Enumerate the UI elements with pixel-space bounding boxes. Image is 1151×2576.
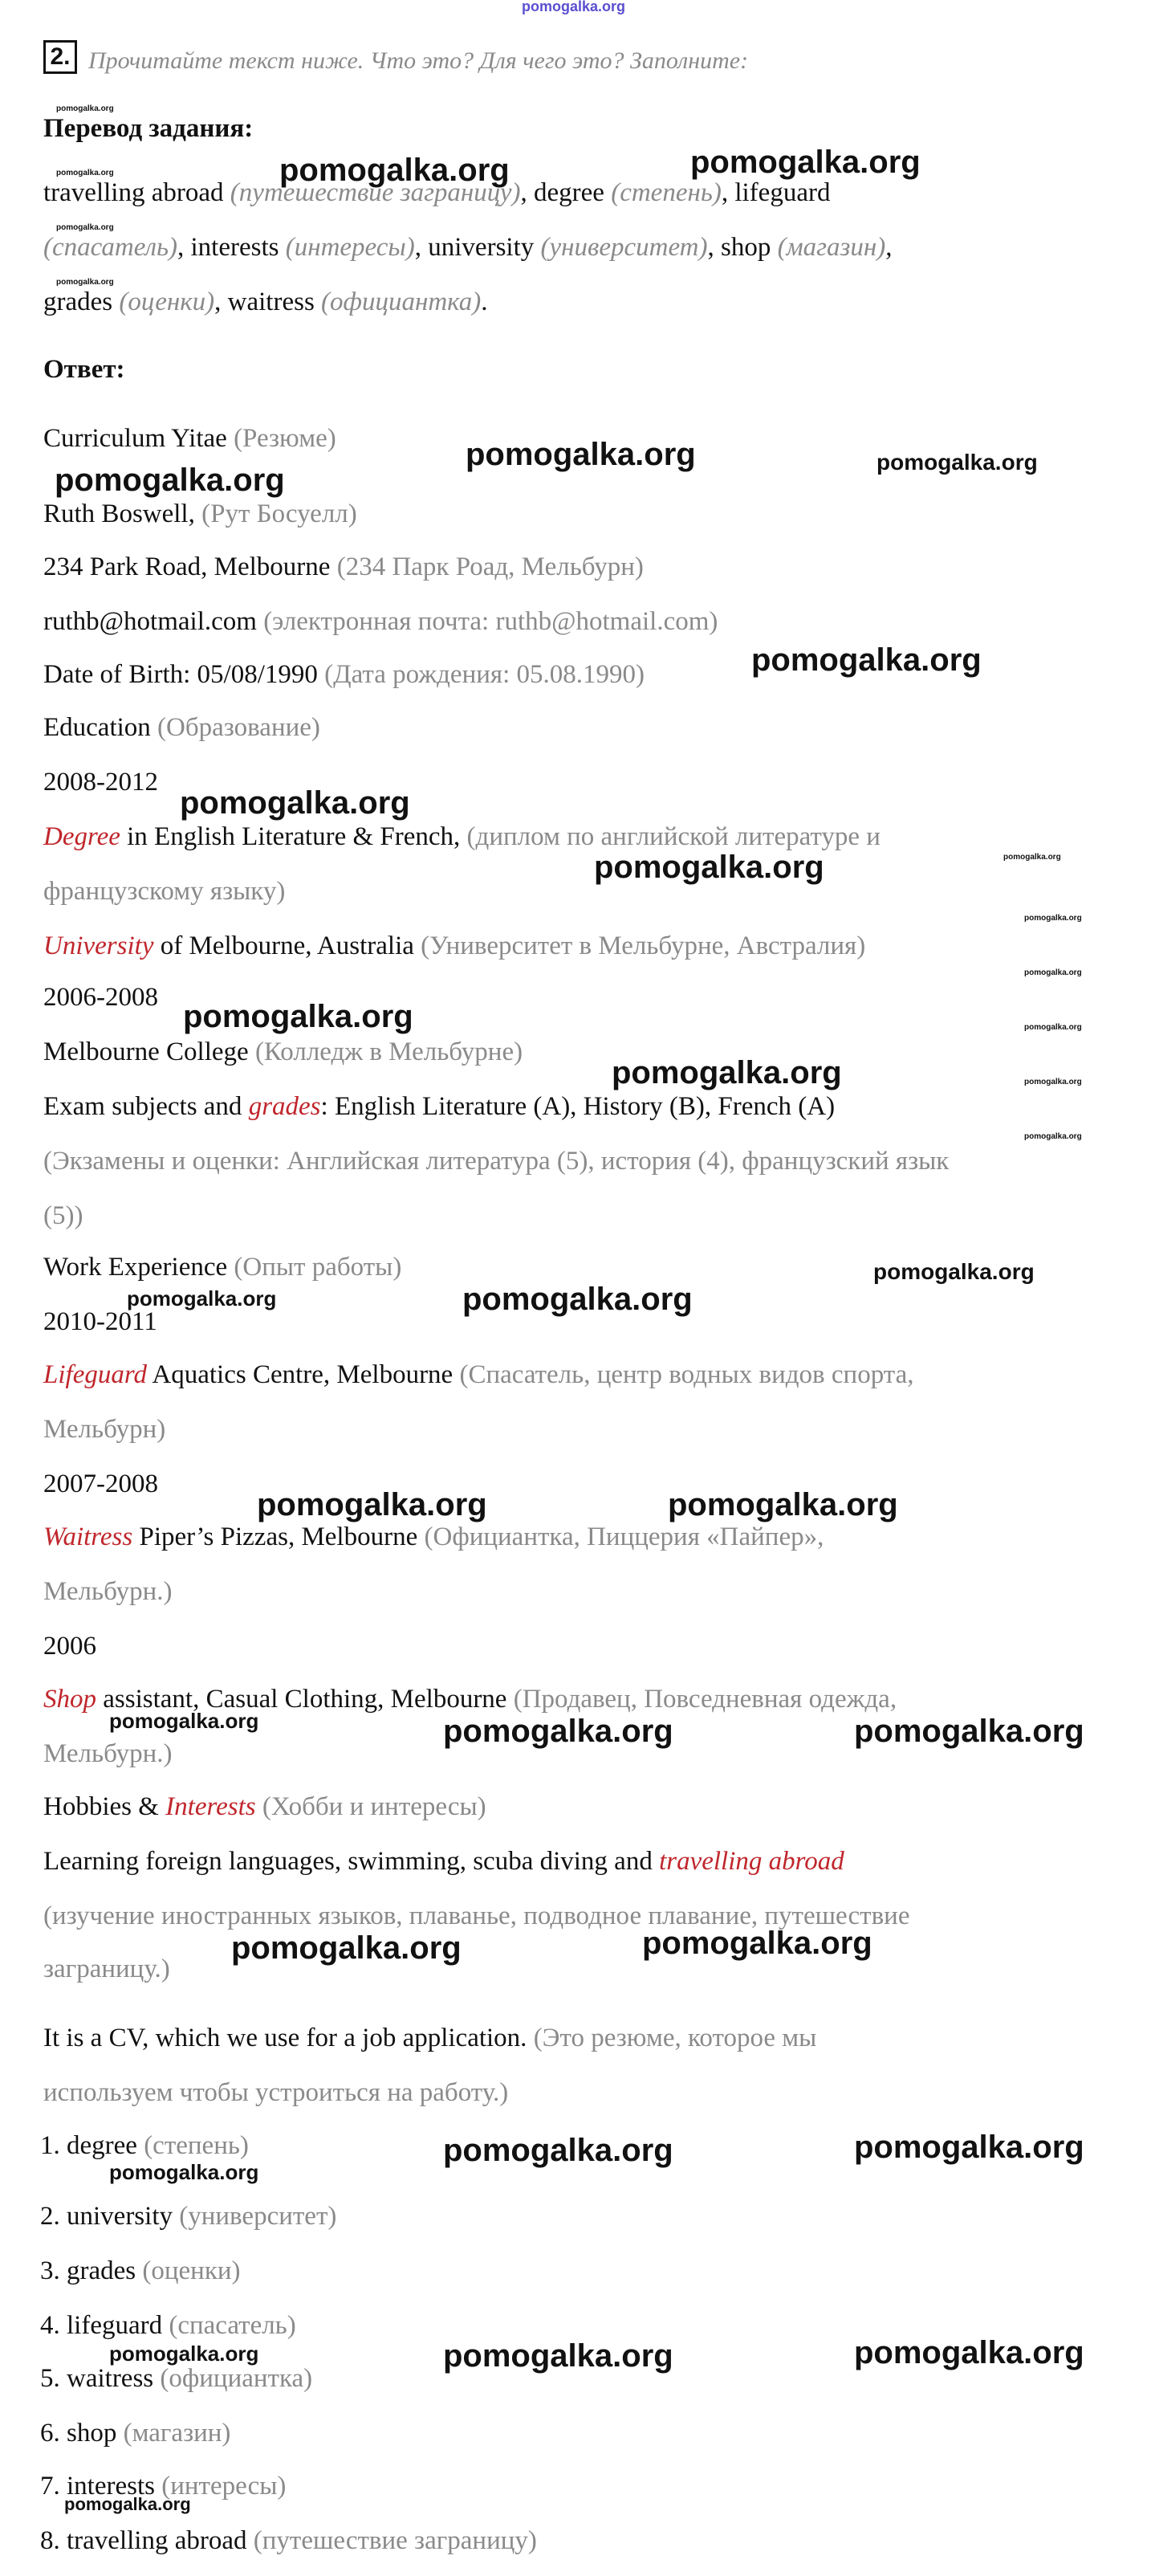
- cv-college: Melbourne College (Колледж в Мельбурне): [43, 1037, 523, 1066]
- watermark: pomogalka.org: [668, 1487, 898, 1522]
- watermark: pomogalka.org: [109, 2342, 259, 2366]
- watermark: pomogalka.org: [1003, 853, 1061, 862]
- cv-shop-tr-2: Мельбурн.): [43, 1739, 173, 1768]
- answer-item: 8. travelling abroad (путешествие заграницу): [40, 2526, 537, 2555]
- conclusion: It is a CV, which we use for a job application. (Это резюме, которое мы: [43, 2024, 817, 2052]
- cv-waitress: Waitress Piper’s Pizzas, Melbourne (Официантка, Пиццерия «Пайпер»,: [43, 1522, 824, 1551]
- task-instruction: Прочитайте текст ниже. Что это? Для чего это? Заполните:: [88, 47, 749, 74]
- watermark: pomogalka.org: [594, 850, 824, 885]
- translation-heading: Перевод задания:: [43, 114, 254, 143]
- cv-years-3: 2010-2011: [43, 1307, 157, 1336]
- site-header-watermark: pomogalka.org: [522, 0, 626, 14]
- watermark: pomogalka.org: [443, 1714, 673, 1749]
- answer-item: 1. degree (степень): [40, 2131, 249, 2160]
- watermark: pomogalka.org: [64, 2494, 191, 2514]
- cv-learning-tr-2: заграницу.): [43, 1954, 170, 1983]
- cv-education: Education (Образование): [43, 713, 320, 742]
- cv-waitress-tr-2: Мельбурн.): [43, 1577, 173, 1606]
- watermark: pomogalka.org: [55, 463, 285, 498]
- cv-years-5: 2006: [43, 1632, 96, 1661]
- answer-item: 4. lifeguard (спасатель): [40, 2311, 296, 2340]
- cv-work: Work Experience (Опыт работы): [43, 1253, 402, 1282]
- watermark: pomogalka.org: [1024, 1078, 1082, 1086]
- watermark: pomogalka.org: [1024, 914, 1082, 923]
- answer-item: 3. grades (оценки): [40, 2256, 241, 2285]
- cv-learning: Learning foreign languages, swimming, scuba diving and travelling abroad: [43, 1847, 844, 1876]
- watermark: pomogalka.org: [56, 104, 114, 113]
- watermark: pomogalka.org: [642, 1926, 872, 1961]
- cv-lifeguard: Lifeguard Aquatics Centre, Melbourne (Спасатель, центр водных видов спорта,: [43, 1360, 914, 1389]
- watermark: pomogalka.org: [56, 223, 114, 232]
- cv-exams-tr: (Экзамены и оценки: Английская литература (5), история (4), французский язык: [43, 1147, 950, 1176]
- watermark: pomogalka.org: [109, 2160, 259, 2184]
- answer-item: 5. waitress (официантка): [40, 2364, 313, 2393]
- cv-shop: Shop assistant, Casual Clothing, Melbourne (Продавец, Повседневная одежда,: [43, 1685, 897, 1714]
- cv-exams-tr-2: (5)): [43, 1201, 83, 1230]
- answer-item: 7. interests (интересы): [40, 2472, 287, 2501]
- watermark: pomogalka.org: [612, 1055, 842, 1090]
- watermark: pomogalka.org: [443, 2133, 673, 2168]
- cv-years-2: 2006-2008: [43, 983, 158, 1012]
- watermark: pomogalka.org: [443, 2338, 673, 2374]
- cv-years-4: 2007-2008: [43, 1469, 158, 1498]
- watermark: pomogalka.org: [1024, 1023, 1082, 1032]
- answer-item: 2. university (университет): [40, 2202, 337, 2231]
- watermark: pomogalka.org: [1024, 1132, 1082, 1141]
- cv-address: 234 Park Road, Melbourne (234 Парк Роад, Мельбурн): [43, 552, 644, 581]
- answer-heading: Ответ:: [43, 355, 125, 384]
- watermark: pomogalka.org: [854, 2335, 1084, 2370]
- watermark: pomogalka.org: [180, 785, 410, 821]
- watermark: pomogalka.org: [873, 1259, 1035, 1284]
- answer-item: 6. shop (магазин): [40, 2419, 231, 2448]
- cv-title: Curriculum Yitae (Резюме): [43, 424, 336, 453]
- cv-learning-tr: (изучение иностранных языков, плаванье, подводное плавание, путешествие: [43, 1901, 910, 1930]
- watermark: pomogalka.org: [462, 1282, 693, 1317]
- translation-line-2: (спасатель), interests (интересы), university (университет), shop (магазин),: [43, 233, 893, 262]
- cv-email: ruthb@hotmail.com (электронная почта: ruthb@hotmail.com): [43, 607, 718, 636]
- cv-years-1: 2008-2012: [43, 768, 158, 797]
- watermark: pomogalka.org: [690, 145, 921, 180]
- cv-dob: Date of Birth: 05/08/1990 (Дата рождения: 05.08.1990): [43, 660, 645, 689]
- watermark: pomogalka.org: [876, 450, 1038, 475]
- watermark: pomogalka.org: [854, 2130, 1084, 2165]
- cv-degree: Degree in English Literature & French, (диплом по английской литературе и: [43, 822, 881, 851]
- watermark: pomogalka.org: [109, 1709, 259, 1733]
- watermark: pomogalka.org: [257, 1487, 487, 1522]
- cv-name: Ruth Boswell, (Рут Босуелл): [43, 499, 357, 528]
- watermark: pomogalka.org: [751, 642, 982, 678]
- watermark: pomogalka.org: [231, 1930, 462, 1966]
- cv-lifeguard-tr-2: Мельбурн): [43, 1415, 166, 1444]
- watermark: pomogalka.org: [1024, 968, 1082, 977]
- cv-university: University of Melbourne, Australia (Университет в Мельбурне, Австралия): [43, 931, 866, 960]
- watermark: pomogalka.org: [56, 278, 114, 287]
- translation-line-3: grades (оценки), waitress (официантка).: [43, 287, 488, 316]
- watermark: pomogalka.org: [466, 437, 696, 472]
- watermark: pomogalka.org: [183, 999, 413, 1034]
- cv-degree-tr-2: французскому языку): [43, 877, 286, 906]
- cv-hobbies: Hobbies & Interests (Хобби и интересы): [43, 1792, 486, 1821]
- watermark: pomogalka.org: [127, 1286, 277, 1310]
- watermark: pomogalka.org: [56, 169, 114, 177]
- cv-exams: Exam subjects and grades: English Literature (A), History (B), French (A): [43, 1092, 836, 1121]
- translation-line-1: travelling abroad (путешествие заграницу), degree (степень), lifeguard: [43, 178, 831, 207]
- watermark: pomogalka.org: [854, 1714, 1084, 1749]
- conclusion-tr-2: используем чтобы устроиться на работу.): [43, 2078, 509, 2107]
- task-number-box: 2.: [43, 40, 77, 74]
- watermark: pomogalka.org: [279, 153, 510, 188]
